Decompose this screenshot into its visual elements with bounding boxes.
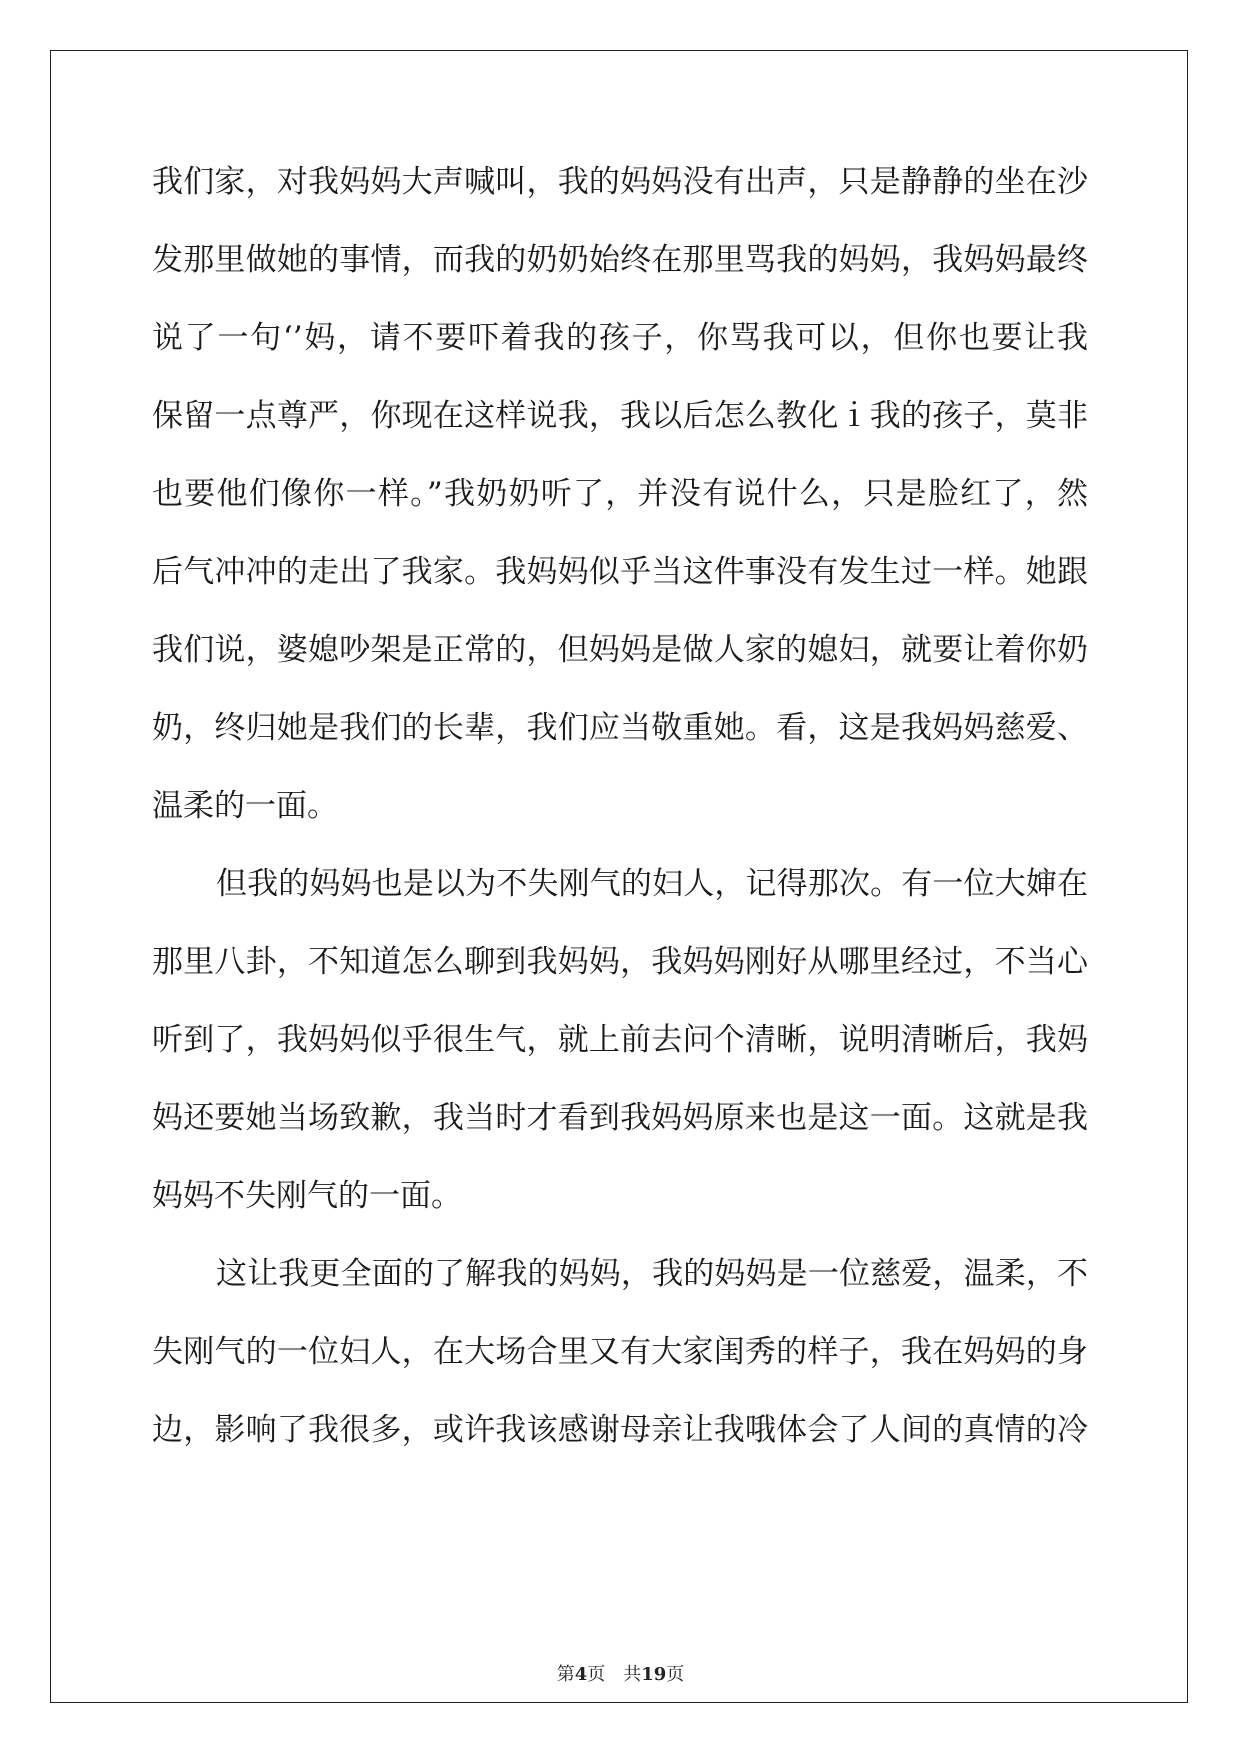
paragraph-first-line: 但我的妈妈也是以为不失刚气的妇人，记得那次。有一位大婶在 [216, 866, 1088, 902]
text-line: 妈妈不失刚气的一面。 [152, 1178, 462, 1214]
total-suffix: 页 [666, 1664, 685, 1685]
page-suffix: 页 [587, 1664, 606, 1685]
paragraph-first-line: 这让我更全面的了解我的妈妈，我的妈妈是一位慈爱，温柔，不 [216, 1256, 1088, 1292]
text-line: 说了一句‘’妈，请不要吓着我的孩子，你骂我可以，但你也要让我 [152, 320, 1088, 356]
document-body [152, 160, 1088, 1486]
text-line: 温柔的一面。 [152, 788, 338, 824]
page-prefix: 第 [556, 1664, 575, 1685]
text-line: 那里八卦，不知道怎么聊到我妈妈，我妈妈刚好从哪里经过，不当心 [152, 944, 1088, 980]
page-footer [0, 1660, 1241, 1686]
text-line: 也要他们像你一样。”我奶奶听了，并没有说什么，只是脸红了，然 [152, 476, 1088, 512]
text-line: 后气冲冲的走出了我家。我妈妈似乎当这件事没有发生过一样。她跟 [152, 554, 1088, 590]
text-line: 边，影响了我很多，或许我该感谢母亲让我哦体会了人间的真情的冷 [152, 1412, 1088, 1448]
text-line: 发那里做她的事情，而我的奶奶始终在那里骂我的妈妈，我妈妈最终 [152, 242, 1088, 278]
total-pages: 19 [641, 1664, 667, 1685]
text-line: 失刚气的一位妇人，在大场合里又有大家闺秀的样子，我在妈妈的身 [152, 1334, 1088, 1370]
text-line: 妈还要她当场致歉，我当时才看到我妈妈原来也是这一面。这就是我 [152, 1100, 1088, 1136]
total-prefix: 共 [623, 1664, 642, 1685]
text-line: 我们家，对我妈妈大声喊叫，我的妈妈没有出声，只是静静的坐在沙 [152, 164, 1088, 200]
text-line: 听到了，我妈妈似乎很生气，就上前去问个清晰，说明清晰后，我妈 [152, 1022, 1088, 1058]
text-line: 我们说，婆媳吵架是正常的，但妈妈是做人家的媳妇，就要让着你奶 [152, 632, 1088, 668]
text-line: 奶，终归她是我们的长辈，我们应当敬重她。看，这是我妈妈慈爱、 [152, 710, 1088, 746]
text-line: 保留一点尊严，你现在这样说我，我以后怎么教化ｉ我的孩子，莫非 [152, 398, 1088, 434]
page-number: 4 [574, 1664, 588, 1685]
